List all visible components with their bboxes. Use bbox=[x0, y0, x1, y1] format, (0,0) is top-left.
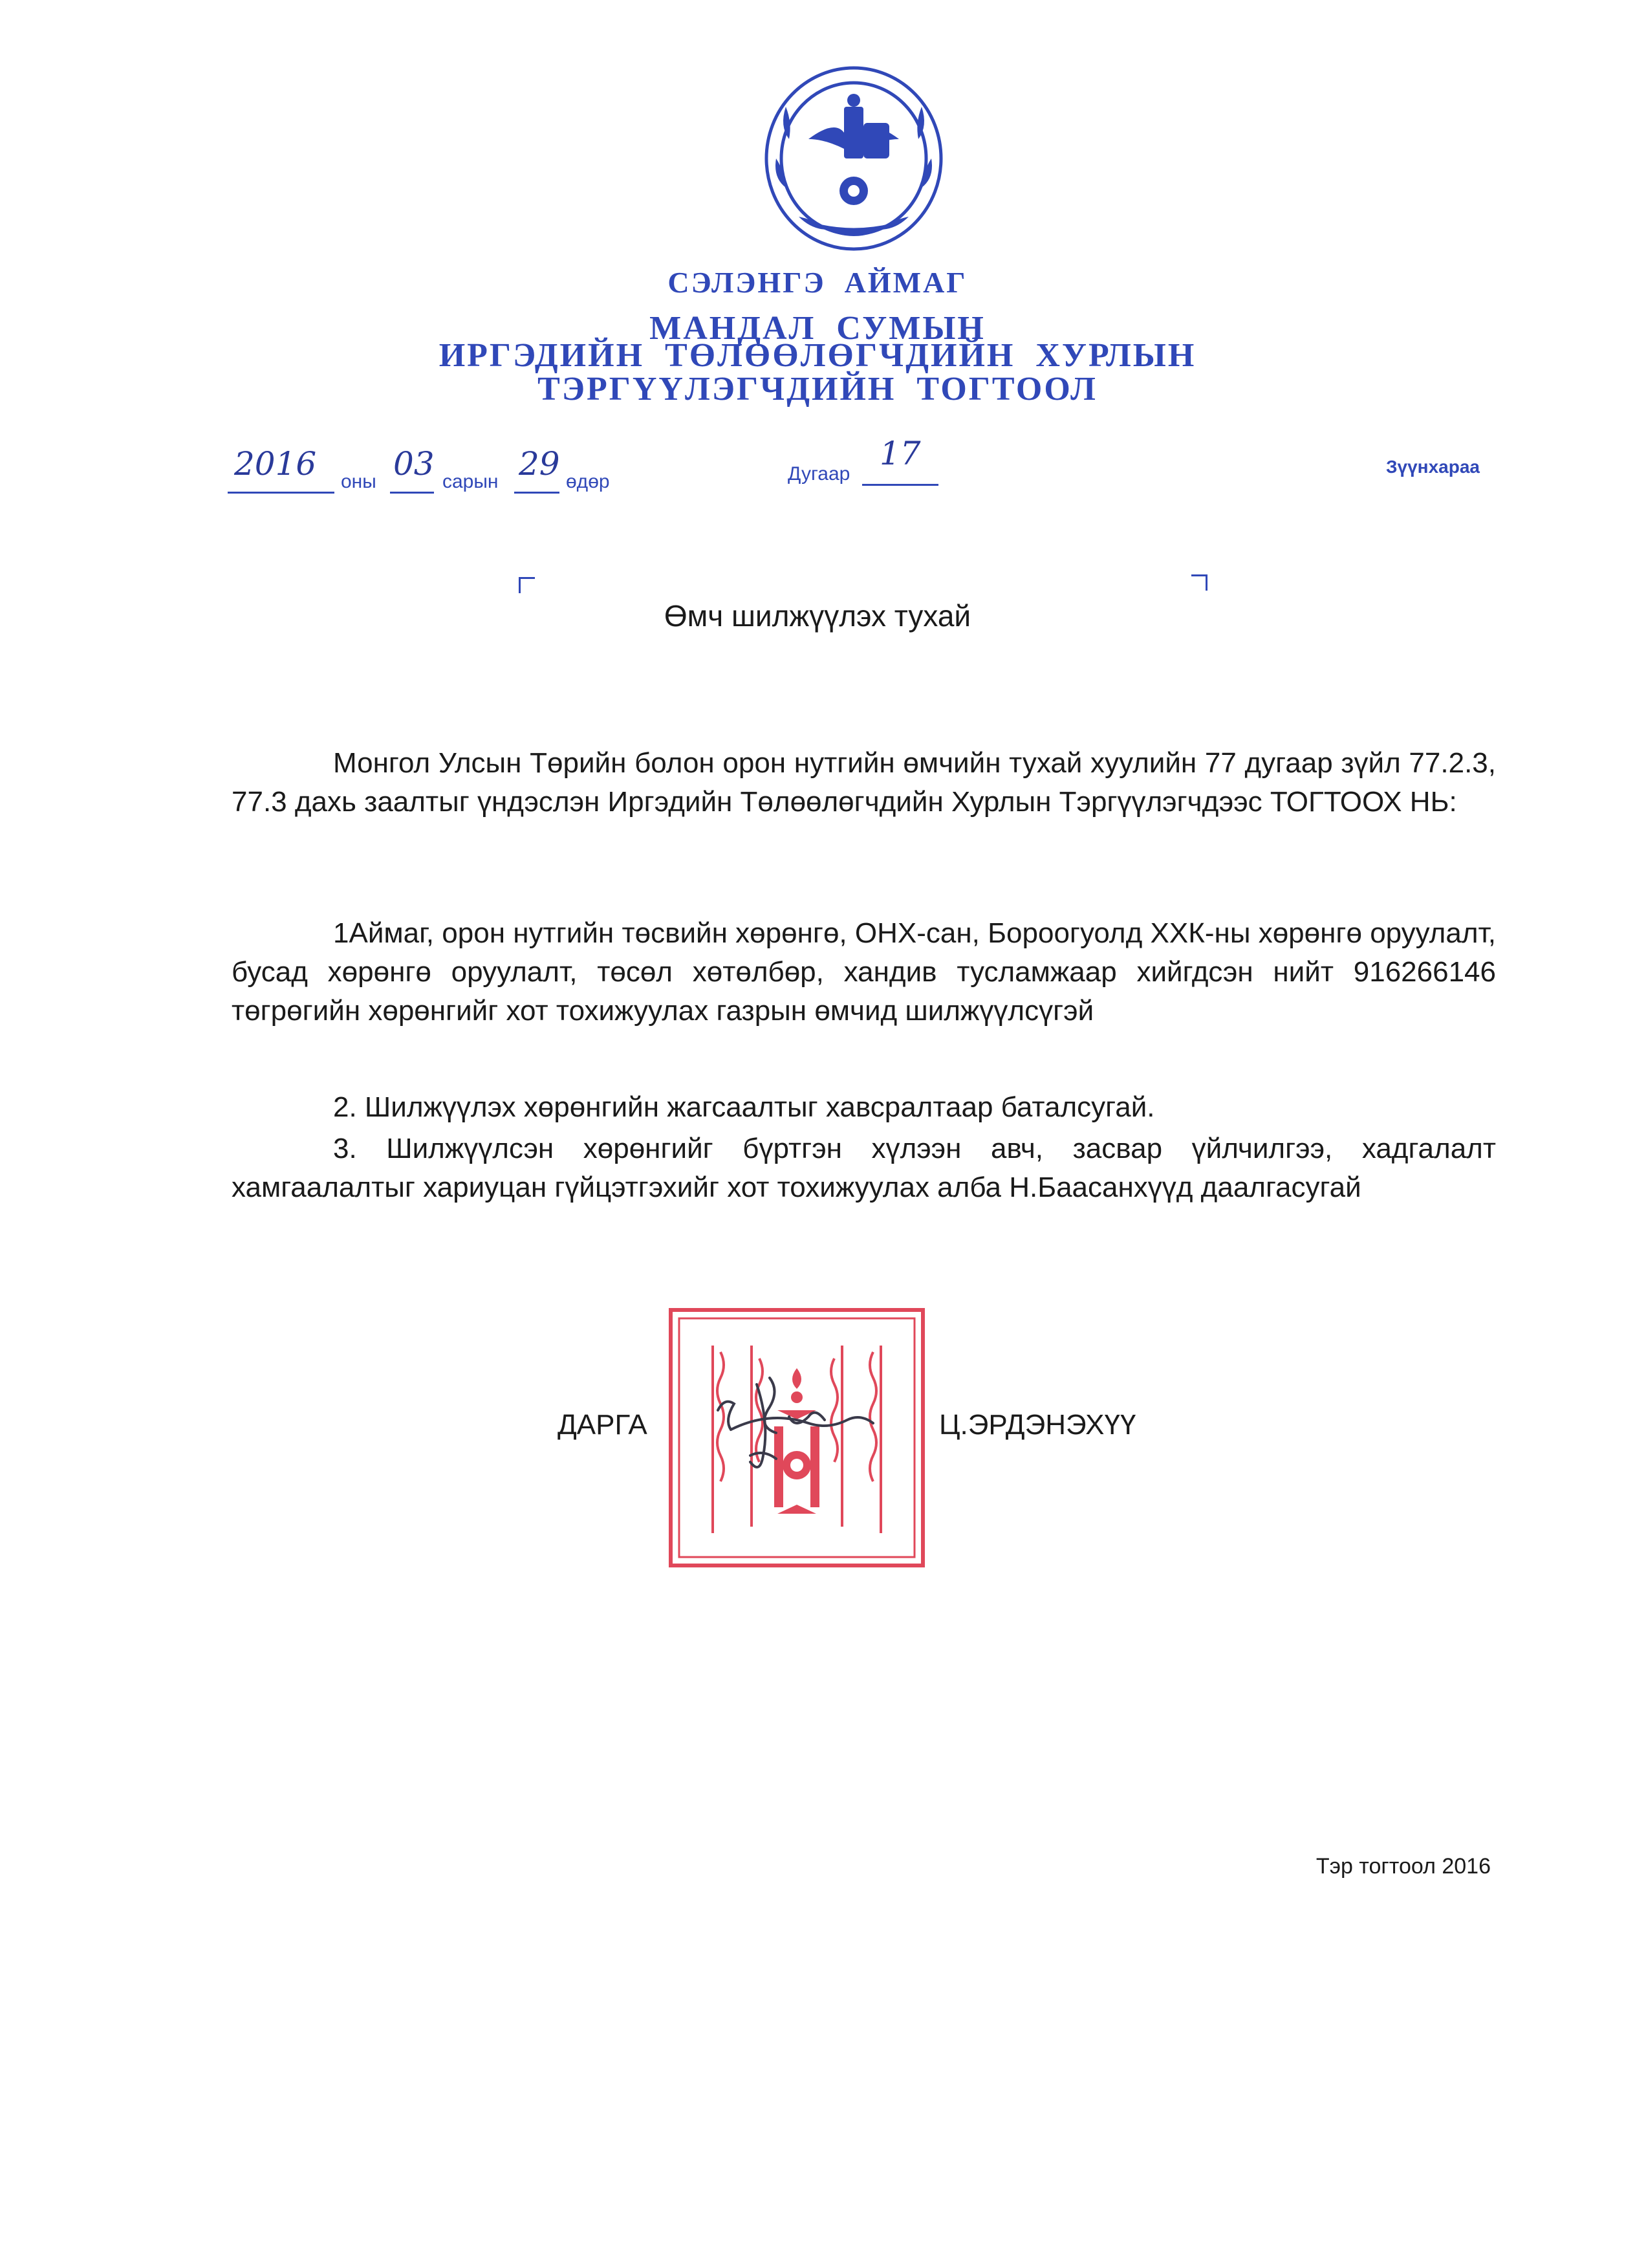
date-month-underline bbox=[390, 492, 434, 494]
date-month: 03 bbox=[393, 445, 435, 483]
date-day: 29 bbox=[519, 445, 560, 483]
date-year-underline bbox=[228, 492, 334, 494]
state-emblem-icon bbox=[760, 61, 947, 256]
document-title: Өмч шилжүүлэх тухай bbox=[664, 599, 971, 633]
place-label: Зүүнхараа bbox=[1386, 457, 1480, 477]
date-day-label: өдөр bbox=[566, 471, 610, 492]
resolution-number: 17 bbox=[880, 435, 921, 472]
handwritten-signature bbox=[692, 1358, 886, 1494]
date-month-label: сарын bbox=[442, 471, 499, 492]
date-year-label: оны bbox=[341, 471, 376, 492]
date-year: 2016 bbox=[234, 445, 317, 483]
footer-note: Тэр тогтоол 2016 bbox=[1316, 1854, 1491, 1879]
title-bracket-left bbox=[519, 577, 535, 593]
title-bracket-right bbox=[1191, 574, 1207, 591]
header-sum: МАНДАЛ СУМЫН bbox=[649, 310, 986, 347]
number-underline bbox=[862, 484, 938, 486]
resolution-item-3: 3. Шилжүүлсэн хөрөнгийг бүртгэн хүлээн авч, засвар үйлчилгээ, хадгалалт хамгаалалтыг хариуцан гүйцэтгэхийг хот тохижуулах алба Н.Баасанхүүд даалгасугай bbox=[232, 1133, 1496, 1203]
header-council: ИРГЭДИЙН ТӨЛӨӨЛӨГЧДИЙН ХУРЛЫН bbox=[439, 337, 1196, 374]
signatory-name: Ц.ЭРДЭНЭХҮҮ bbox=[939, 1409, 1136, 1441]
preamble-paragraph: Монгол Улсын Төрийн болон орон нутгийн өмчийн тухай хуулийн 77 дугаар зүйл 77.2.3, 77.3 дахь заалтыг үндэслэн Иргэдийн Төлөөлөгчдийн Хурлын Тэргүүлэгчдээс ТОГТООХ НЬ: bbox=[232, 747, 1496, 818]
resolution-item-2: 2. Шилжүүлэх хөрөнгийн жагсаалтыг хавсралтаар баталсугай. bbox=[333, 1091, 1155, 1123]
signatory-title: ДАРГА bbox=[558, 1409, 647, 1441]
date-day-underline bbox=[514, 492, 559, 494]
header-resolution: ТЭРГҮҮЛЭГЧДИЙН ТОГТООЛ bbox=[537, 371, 1098, 408]
resolution-item-1: 1Аймаг, орон нутгийн төсвийн хөрөнгө, ОНХ-сан, Бороогуолд ХХК-ны хөрөнгө оруулалт, бусад хөрөнгө оруулалт, төсөл хөтөлбөр, хандив тусламжаар хийгдсэн нийт 916266146 төгрөгийн хөрөнгийг хот тохижуулах газрын өмчид шилжүүлсүгэй bbox=[232, 917, 1496, 1027]
header-aimag: СЭЛЭНГЭ АЙМАГ bbox=[667, 266, 968, 299]
number-label: Дугаар bbox=[788, 463, 850, 485]
